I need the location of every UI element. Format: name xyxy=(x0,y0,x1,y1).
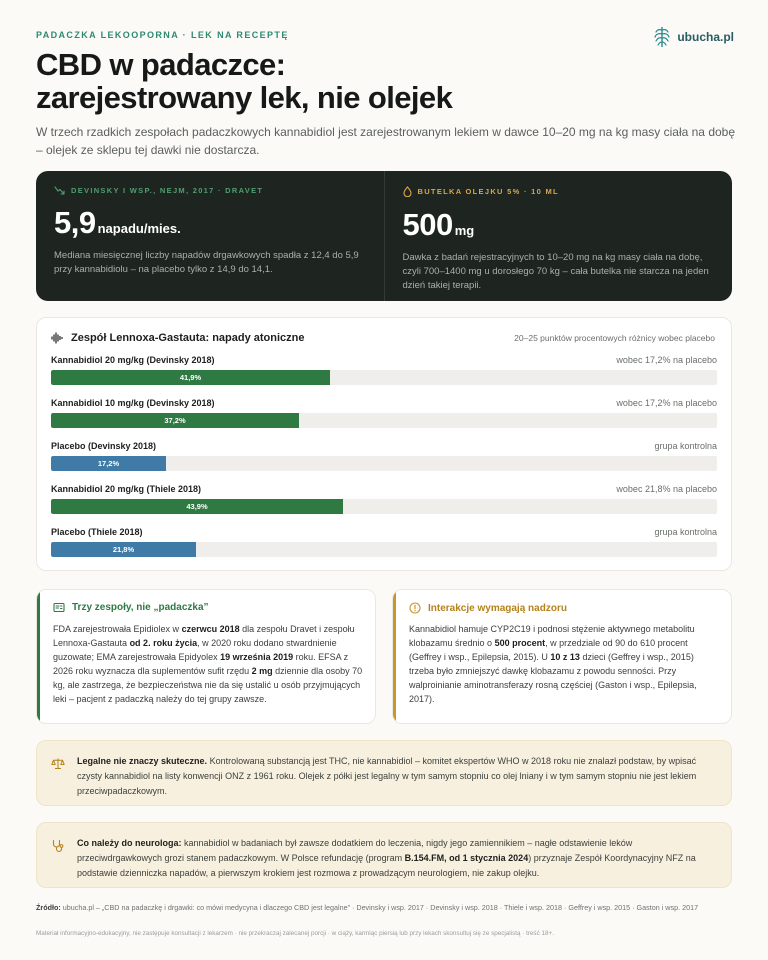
card-title xyxy=(409,602,567,614)
brand-logo[interactable] xyxy=(653,26,734,48)
card-body xyxy=(409,622,721,706)
row-note: grupa kontrolna xyxy=(654,441,717,451)
chart-row xyxy=(51,441,717,484)
category-label: Placebo (Devinsky 2018) xyxy=(51,441,157,451)
text-bold: 2 mg xyxy=(251,666,273,676)
category-label: Kannabidiol 10 mg/kg (Devinsky 2018) xyxy=(51,398,215,408)
scales-icon xyxy=(51,757,65,770)
chart-row xyxy=(51,355,717,398)
stats-panel xyxy=(36,171,732,301)
stat-number: 5,9 xyxy=(54,205,96,240)
row-header xyxy=(51,398,717,411)
text-bold: od 2. roku życia xyxy=(129,638,198,648)
stat-unit: napadu/mies. xyxy=(97,221,181,236)
stat-bottle xyxy=(384,171,733,301)
chart-note: 20–25 punktów procentowych różnicy wobec placebo xyxy=(514,333,715,343)
chart-header xyxy=(51,332,715,344)
row-header xyxy=(51,484,717,497)
text-bold: czerwcu 2018 xyxy=(181,624,240,634)
bar-value-label: 17,2% xyxy=(97,459,120,468)
stat-label xyxy=(54,186,366,195)
callout-text xyxy=(77,836,717,881)
row-header xyxy=(51,441,717,454)
bar-value-label: 43,9% xyxy=(186,502,208,511)
bar-track xyxy=(51,370,717,385)
bar-track xyxy=(51,456,717,471)
text-run: dzieci (Geffrey i wsp., 2015) trzeba było zmniejszyć dawkę klobazamu z powodu senności. Przy walproinianie aminotransferazy rosną częściej (Gaston i wsp., Epilepsia, 2017). xyxy=(409,652,697,704)
row-note: wobec 17,2% na placebo xyxy=(616,398,717,408)
callout-legality xyxy=(36,740,732,806)
lead-paragraph: W trzech rzadkich zespołach padaczkowych kannabidiol jest zarejestrowanym lekiem w dawce 10–20 mg na kg masy ciała na dobę – olejek ze sklepu tej dawki nie dostarcza. xyxy=(36,125,736,157)
card-accent-stripe xyxy=(393,590,396,723)
category-label: Kannabidiol 20 mg/kg (Thiele 2018) xyxy=(51,484,202,494)
text-bold: 19 września 2019 xyxy=(220,652,294,662)
row-note: wobec 17,2% na placebo xyxy=(616,355,717,365)
text-run: ) przyznaje Zespół Koordynacyjny NFZ na podstawie dzienniczka napadów, a pierwszym krokiem jest rozmowa z prowadzącym neurologiem, nie zakup olejku. xyxy=(77,853,696,878)
callout-text xyxy=(77,754,717,799)
text-run: Kontrolowaną substancją jest THC, nie kannabidiol – komitet ekspertów WHO w 2018 roku nie znalazł podstaw, by wpisać czysty kannabidiol na listy konwencji ONZ z 1961 roku. Olejek z półki jest legalny w tym samym stopniu co olej lniany i w tym samym stopniu nie jest lekiem przeciwpadaczkowym. xyxy=(77,756,697,796)
source-text: ubucha.pl – „CBD na padaczkę i drgawki: co mówi medycyna i dlaczego CBD jest legalne” · Devinsky i wsp. 2017 · Devinsky i wsp. 2018 · Thiele i wsp. 2018 · Geffrey i wsp. 2015 · Gaston i wsp. 2017 xyxy=(60,903,699,912)
text-run: roku. EFSA z 2026 roku wyznacza dla suplementów sufit rzędu xyxy=(53,652,349,676)
stat-unit: mg xyxy=(454,223,475,238)
brand-name: ubucha.pl xyxy=(677,30,734,44)
chart-row xyxy=(51,484,717,527)
stat-seizures xyxy=(36,171,384,301)
card-title xyxy=(53,602,209,613)
bar-chart xyxy=(51,355,717,570)
bar-value-label: 37,2% xyxy=(164,416,186,425)
chart-row xyxy=(51,527,717,570)
title-line-1: CBD w padaczce: xyxy=(36,47,286,82)
chart-title xyxy=(51,332,305,344)
stat-label-text: BUTELKA OLEJKU 5% · 10 ML xyxy=(417,187,559,196)
bar xyxy=(51,499,343,514)
stat-value xyxy=(54,205,366,241)
text-run: , w przedziale od 90 do 610 procent (Geffrey i wsp., Epilepsia, 2015). U xyxy=(409,638,688,662)
bar-track xyxy=(51,499,717,514)
bar-value-label: 21,8% xyxy=(112,545,135,554)
disclaimer: Materiał informacyjno-edukacyjny, nie zastępuje konsultacji z lekarzem · nie przekraczaj zalecanej porcji · w ciąży, karmiąc piersią lub przy lekach skonsultuj się ze specjalistą · treść 18+. xyxy=(36,930,554,937)
alert-circle-icon xyxy=(409,602,421,614)
bar-track xyxy=(51,542,717,557)
bar xyxy=(51,413,299,428)
chart-card xyxy=(36,317,732,571)
chart-title-text: Zespół Lennoxa-Gastauta: napady atoniczne xyxy=(71,332,305,344)
stat-label-text: DEVINSKY I WSP., NEJM, 2017 · DRAVET xyxy=(71,186,264,195)
info-card-interactions xyxy=(392,589,732,724)
text-bold: 10 z 13 xyxy=(550,652,580,662)
drop-icon xyxy=(403,186,412,197)
bar-value-label: 41,9% xyxy=(179,373,202,382)
text-run: dziennie dla osoby 70 kg, ale zastrzega, że bezpieczeństwa nie da się ustalić u osób przyjmujących leki – pacjent z padaczką należy do tej grupy zawsze. xyxy=(53,666,363,704)
row-note: grupa kontrolna xyxy=(654,527,717,537)
info-card-syndromes xyxy=(36,589,376,724)
page-title xyxy=(36,48,596,114)
stat-label xyxy=(403,186,715,197)
row-header xyxy=(51,355,717,368)
waveform-icon xyxy=(51,332,63,344)
title-line-2: zarejestrowany lek, nie olejek xyxy=(36,80,453,115)
fern-leaf-icon xyxy=(653,26,671,48)
callout-lead: Legalne nie znaczy skuteczne. xyxy=(77,756,208,766)
source-label: Źródło: xyxy=(36,903,61,912)
bar xyxy=(51,456,166,471)
stat-value xyxy=(403,207,715,243)
callout-lead: Co należy do neurologa: xyxy=(77,838,182,848)
trend-down-icon xyxy=(54,186,65,195)
card-body xyxy=(53,622,365,706)
stethoscope-icon xyxy=(51,839,65,853)
text-run: kannabidiol w badaniach był zawsze dodatkiem do leczenia, nigdy jego zamiennikiem – nagłe odstawienie leków przeciwdrgawkowych grozi stanem padaczkowym. W Polsce refundację (program xyxy=(77,838,633,863)
stat-number: 500 xyxy=(402,207,453,242)
stat-description: Mediana miesięcznej liczby napadów drgawkowych spadła z 12,4 do 5,9 przy kannabidiolu – na placebo tylko z 14,9 do 14,1. xyxy=(54,250,359,275)
id-card-icon xyxy=(53,602,65,613)
callout-neurologist xyxy=(36,822,732,888)
card-title-text: Trzy zespoły, nie „padaczka” xyxy=(72,602,209,613)
text-bold: 500 procent xyxy=(494,638,546,648)
row-note: wobec 21,8% na placebo xyxy=(616,484,717,494)
text-run: FDA zarejestrowała Epidiolex w xyxy=(53,624,182,634)
chart-row xyxy=(51,398,717,441)
bar xyxy=(51,370,330,385)
text-run: , w 2020 roku dodano stwardnienie guzowate; EMA zarejestrowała Epidyolex xyxy=(53,638,337,662)
text-run: Kannabidiol hamuje CYP2C19 i podnosi stężenie aktywnego metabolitu klobazamu średnio o xyxy=(409,624,695,648)
kicker: PADACZKA LEKOOPORNA · LEK NA RECEPTĘ xyxy=(36,30,289,40)
stat-description: Dawka z badań rejestracyjnych to 10–20 mg na kg masy ciała na dobę, czyli 700–1400 mg u dorosłego 70 kg – cała butelka nie starcza na jeden dzień takiej terapii. xyxy=(402,252,709,291)
row-header xyxy=(51,527,717,540)
text-run: dla zespołu Dravet i zespołu Lennoxa-Gastauta xyxy=(53,624,355,648)
category-label: Kannabidiol 20 mg/kg (Devinsky 2018) xyxy=(51,355,215,365)
text-bold: B.154.FM, od 1 stycznia 2024 xyxy=(404,853,529,863)
category-label: Placebo (Thiele 2018) xyxy=(51,527,143,537)
card-title-text: Interakcje wymagają nadzoru xyxy=(428,602,567,614)
card-accent-stripe xyxy=(37,590,40,723)
bar xyxy=(51,542,196,557)
source-note xyxy=(36,902,726,913)
bar-track xyxy=(51,413,717,428)
